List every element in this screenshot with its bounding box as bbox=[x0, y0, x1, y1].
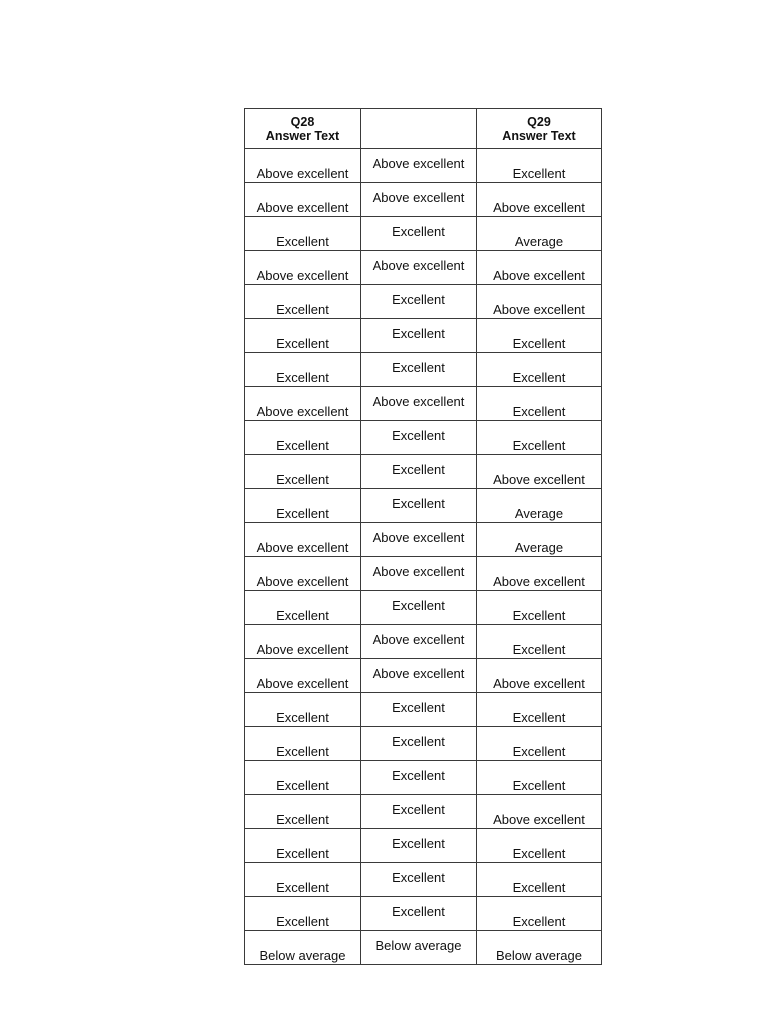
table-cell-q29: Above excellent bbox=[477, 659, 602, 693]
table-row bbox=[245, 897, 602, 931]
table-cell-q29: Excellent bbox=[477, 829, 602, 863]
table-cell-q29: Above excellent bbox=[477, 455, 602, 489]
table-cell-mid: Excellent bbox=[361, 829, 477, 863]
table-cell-q28: Above excellent bbox=[245, 183, 361, 217]
table-cell-q29: Excellent bbox=[477, 421, 602, 455]
table-cell-q29: Excellent bbox=[477, 149, 602, 183]
table-row bbox=[245, 829, 602, 863]
table-cell-mid: Above excellent bbox=[361, 557, 477, 591]
table-cell-q29: Average bbox=[477, 489, 602, 523]
table-cell-q28: Above excellent bbox=[245, 251, 361, 285]
table-cell-mid: Excellent bbox=[361, 863, 477, 897]
header-q29 bbox=[477, 109, 602, 149]
table-cell-q29: Excellent bbox=[477, 897, 602, 931]
table-cell-mid: Below average bbox=[361, 931, 477, 965]
table-cell-q29: Excellent bbox=[477, 319, 602, 353]
header-row bbox=[245, 109, 602, 149]
table-cell-q29: Above excellent bbox=[477, 557, 602, 591]
table-row bbox=[245, 931, 602, 965]
table-row bbox=[245, 353, 602, 387]
header-middle bbox=[361, 109, 477, 149]
table-cell-q28: Excellent bbox=[245, 897, 361, 931]
table-cell-mid: Above excellent bbox=[361, 149, 477, 183]
table-row bbox=[245, 523, 602, 557]
table-cell-q28: Excellent bbox=[245, 319, 361, 353]
table-cell-mid: Excellent bbox=[361, 285, 477, 319]
table-row bbox=[245, 795, 602, 829]
table-cell-q28: Excellent bbox=[245, 421, 361, 455]
table-cell-q28: Above excellent bbox=[245, 523, 361, 557]
header-q28-subtitle: Answer Text bbox=[265, 128, 340, 143]
table-cell-q28: Excellent bbox=[245, 761, 361, 795]
table-cell-mid: Excellent bbox=[361, 727, 477, 761]
table-row bbox=[245, 625, 602, 659]
table-row bbox=[245, 455, 602, 489]
table-cell-q28: Excellent bbox=[245, 455, 361, 489]
table-cell-mid: Excellent bbox=[361, 489, 477, 523]
table-cell-mid: Excellent bbox=[361, 217, 477, 251]
table-cell-q29: Average bbox=[477, 217, 602, 251]
document-page bbox=[244, 108, 602, 965]
table-cell-q29: Excellent bbox=[477, 591, 602, 625]
table-cell-q29: Excellent bbox=[477, 727, 602, 761]
table-cell-q29: Above excellent bbox=[477, 795, 602, 829]
answers-table bbox=[244, 108, 602, 965]
header-q29-subtitle: Answer Text bbox=[502, 128, 576, 143]
table-cell-mid: Excellent bbox=[361, 319, 477, 353]
table-cell-q29: Above excellent bbox=[477, 183, 602, 217]
table-header bbox=[245, 109, 602, 149]
table-cell-mid: Excellent bbox=[361, 353, 477, 387]
table-cell-q28: Excellent bbox=[245, 863, 361, 897]
table-row bbox=[245, 183, 602, 217]
table-cell-q28: Above excellent bbox=[245, 149, 361, 183]
table-cell-mid: Above excellent bbox=[361, 183, 477, 217]
table-cell-q29: Excellent bbox=[477, 387, 602, 421]
table-cell-mid: Above excellent bbox=[361, 387, 477, 421]
table-cell-mid: Excellent bbox=[361, 591, 477, 625]
table-cell-q28: Excellent bbox=[245, 285, 361, 319]
table-cell-mid: Above excellent bbox=[361, 625, 477, 659]
table-cell-q28: Excellent bbox=[245, 693, 361, 727]
table-cell-q28: Excellent bbox=[245, 727, 361, 761]
table-cell-mid: Excellent bbox=[361, 455, 477, 489]
header-q28 bbox=[245, 109, 361, 149]
table-cell-q28: Excellent bbox=[245, 591, 361, 625]
table-cell-q29: Excellent bbox=[477, 761, 602, 795]
table-cell-mid: Excellent bbox=[361, 693, 477, 727]
table-cell-q29: Excellent bbox=[477, 353, 602, 387]
table-row bbox=[245, 489, 602, 523]
table-row bbox=[245, 421, 602, 455]
table-row bbox=[245, 251, 602, 285]
table-cell-q28: Excellent bbox=[245, 353, 361, 387]
table-row bbox=[245, 659, 602, 693]
header-q29-question: Q29 bbox=[527, 114, 551, 129]
table-row bbox=[245, 863, 602, 897]
table-row bbox=[245, 149, 602, 183]
table-cell-q29: Below average bbox=[477, 931, 602, 965]
table-cell-q28: Above excellent bbox=[245, 557, 361, 591]
table-row bbox=[245, 217, 602, 251]
table-cell-mid: Excellent bbox=[361, 761, 477, 795]
table-cell-mid: Excellent bbox=[361, 795, 477, 829]
table-row bbox=[245, 319, 602, 353]
table-row bbox=[245, 761, 602, 795]
table-cell-q28: Above excellent bbox=[245, 387, 361, 421]
table-cell-q28: Above excellent bbox=[245, 659, 361, 693]
table-cell-q29: Above excellent bbox=[477, 251, 602, 285]
table-cell-q29: Excellent bbox=[477, 625, 602, 659]
table-row bbox=[245, 285, 602, 319]
table-cell-mid: Above excellent bbox=[361, 251, 477, 285]
table-cell-q28: Excellent bbox=[245, 795, 361, 829]
table-cell-q28: Excellent bbox=[245, 489, 361, 523]
table-row bbox=[245, 727, 602, 761]
table-cell-q29: Above excellent bbox=[477, 285, 602, 319]
table-cell-q28: Below average bbox=[245, 931, 361, 965]
table-cell-mid: Excellent bbox=[361, 897, 477, 931]
table-cell-q29: Average bbox=[477, 523, 602, 557]
table-cell-q28: Above excellent bbox=[245, 625, 361, 659]
table-row bbox=[245, 591, 602, 625]
table-cell-mid: Excellent bbox=[361, 421, 477, 455]
table-cell-mid: Above excellent bbox=[361, 523, 477, 557]
table-cell-mid: Above excellent bbox=[361, 659, 477, 693]
header-q28-question: Q28 bbox=[290, 114, 315, 129]
table-body bbox=[245, 149, 602, 965]
table-cell-q29: Excellent bbox=[477, 693, 602, 727]
table-row bbox=[245, 387, 602, 421]
table-cell-q28: Excellent bbox=[245, 829, 361, 863]
table-cell-q29: Excellent bbox=[477, 863, 602, 897]
table-row bbox=[245, 557, 602, 591]
table-cell-q28: Excellent bbox=[245, 217, 361, 251]
table-row bbox=[245, 693, 602, 727]
